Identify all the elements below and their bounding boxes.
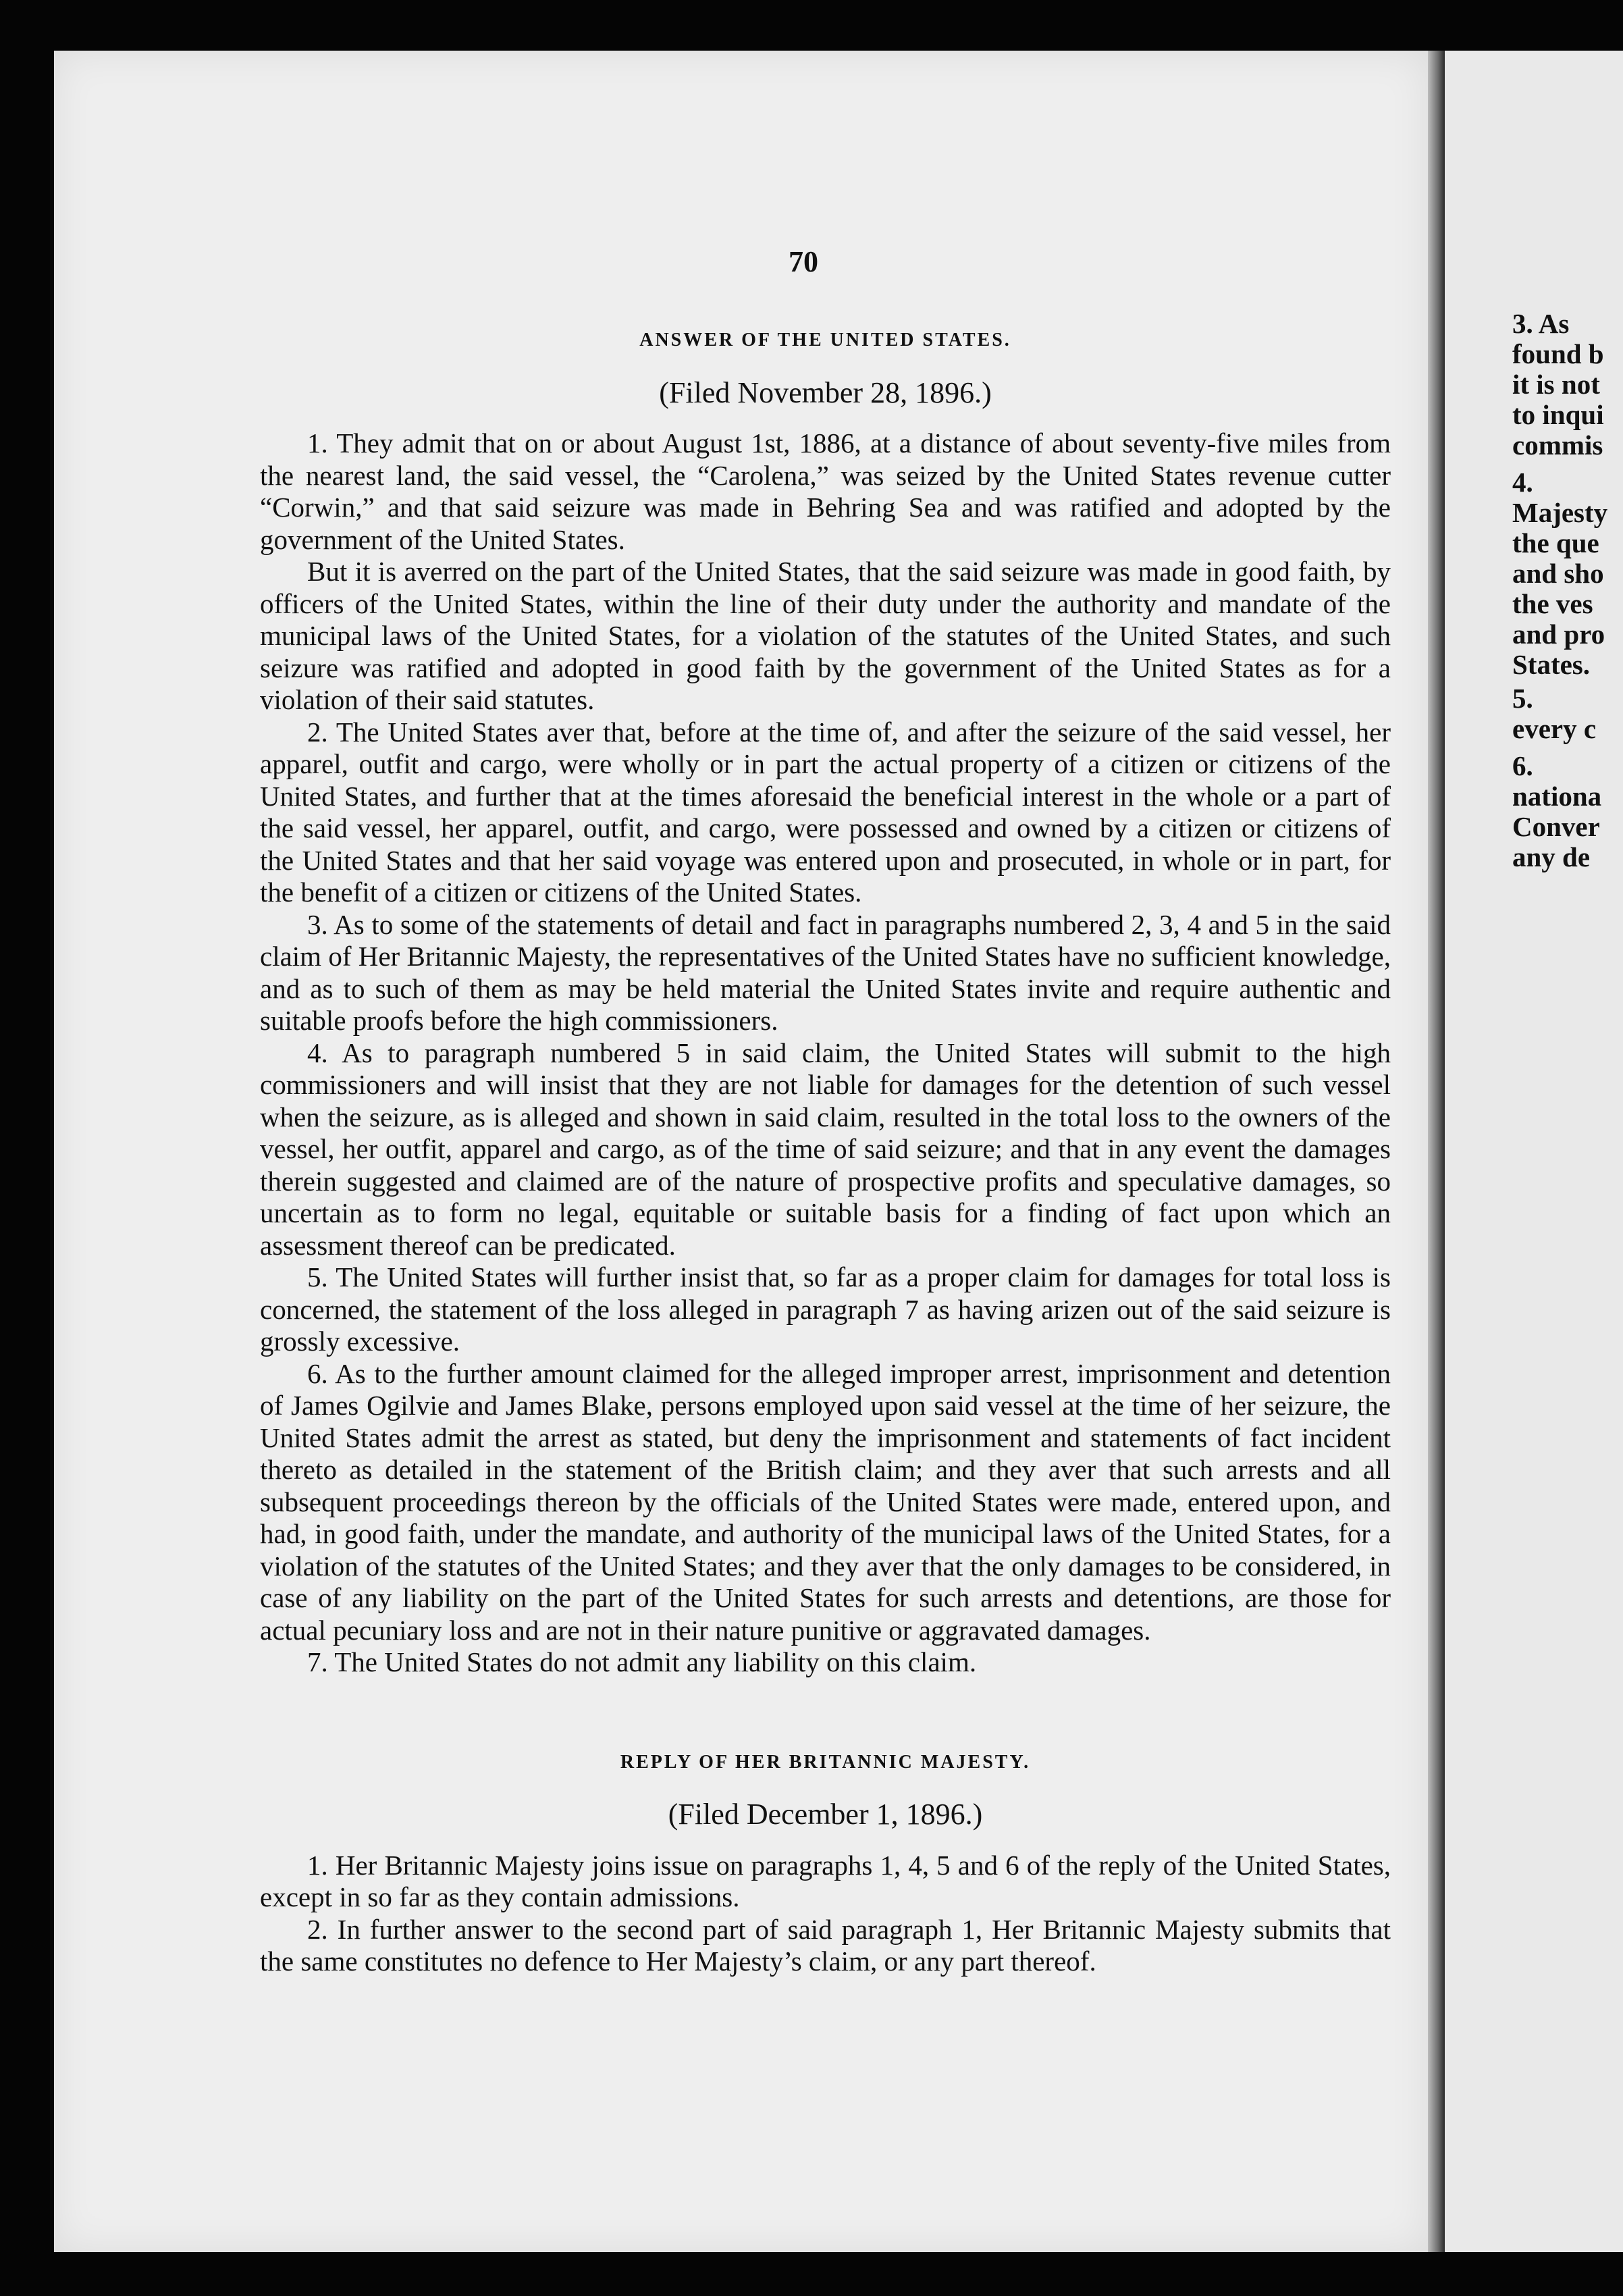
facing-line: Majesty — [1512, 497, 1608, 528]
facing-line: 6. — [1512, 750, 1533, 781]
facing-line: every c — [1512, 713, 1597, 744]
facing-line: 5. — [1512, 683, 1533, 714]
answer-filed-date: (Filed November 28, 1896.) — [659, 375, 992, 409]
reply-heading: REPLY OF HER BRITANNIC MAJESTY. — [620, 1751, 1031, 1773]
reply-paragraph: 2. In further answer to the second part of said paragraph 1, Her Britannic Majesty submits that the same constitutes no defence to Her Majesty’s claim, or any part thereof. — [260, 1913, 1391, 1977]
facing-line: found b — [1512, 338, 1604, 369]
answer-paragraph: 3. As to some of the statements of detail and fact in paragraphs numbered 2, 3, 4 and 5 in the said claim of Her Britannic Majesty, the representatives of the United States have no sufficient knowledge, and as to such of them as may be held material the United States invite and require authentic and suitable proofs before the high commissioners. — [260, 908, 1391, 1036]
facing-line: the ves — [1512, 588, 1593, 619]
answer-paragraph: 5. The United States will further insist that, so far as a proper claim for damages for total loss is concerned, the statement of the loss alleged in paragraph 7 as having arizen out of the said seizure is grossly excessive. — [260, 1261, 1391, 1357]
answer-paragraph: 2. The United States aver that, before at the time of, and after the seizure of the said vessel, her apparel, outfit and cargo, were wholly or in part the actual property of a citizen or citizens of the United States, and further that at the times aforesaid the beneficial interest in the whole or a part of the said vessel, her apparel, outfit, and cargo, were possessed and owned by a citizen or citizens of the United States and that her said voyage was entered upon and prosecuted, in whole or in part, for the benefit of a citizen or citizens of the United States. — [260, 716, 1391, 908]
facing-line: it is not — [1512, 369, 1600, 400]
answer-paragraph: 4. As to paragraph numbered 5 in said claim, the United States will submit to the high commissioners and will insist that they are not liable for damages for the detention of such vessel when the seizure, as is alleged and shown in said claim, resulted in the total loss to the owners of the vessel, her outfit, apparel and cargo, as of the time of said seizure; and that in any event the damages therein suggested and claimed are of the nature of prospective profits and speculative damages, so uncertain as to form no legal, equitable or suitable basis for a finding of fact upon which an assessment thereof can be predicated. — [260, 1037, 1391, 1261]
section-gap — [260, 1679, 1391, 1719]
answer-paragraph: But it is averred on the part of the United States, that the said seizure was made in good faith, by officers of the United States, within the line of their duty under the authority and mandate of the municipal laws of the United States, for a violation of the statutes of the United States, and such seizure was ratified and adopted in good faith by the government of the United States as for a violation of their said statutes. — [260, 556, 1391, 715]
facing-line: 3. As — [1512, 308, 1570, 339]
facing-line: commis — [1512, 429, 1603, 461]
page-number: 70 — [789, 245, 818, 278]
facing-line: States. — [1512, 649, 1591, 680]
facing-line: any de — [1512, 841, 1591, 872]
facing-line: 4. — [1512, 467, 1533, 498]
facing-line: Conver — [1512, 811, 1600, 842]
facing-page-edge — [1445, 51, 1623, 2252]
facing-line: the que — [1512, 527, 1599, 558]
answer-paragraph: 1. They admit that on or about August 1st, 1886, at a distance of about seventy-five miles from the nearest land, the said vessel, the “Carolena,” was seized by the United States revenue cutter “Corwin,” and that said seizure was made in Behring Sea and was ratified and adopted by the government of the United States. — [260, 427, 1391, 555]
reply-paragraph: 1. Her Britannic Majesty joins issue on paragraphs 1, 4, 5 and 6 of the reply of the United States, except in so far as they contain admissions. — [260, 1849, 1391, 1912]
answer-paragraph: 7. The United States do not admit any liability on this claim. — [307, 1646, 977, 1677]
facing-line: and sho — [1512, 558, 1604, 589]
facing-line: nationa — [1512, 781, 1602, 812]
answer-heading: ANSWER OF THE UNITED STATES. — [639, 330, 1011, 350]
book-gutter — [1428, 51, 1445, 2252]
page-body — [260, 324, 1391, 1978]
answer-paragraph: 6. As to the further amount claimed for the alleged improper arrest, imprisonment and detention of James Ogilvie and James Blake, persons employed upon said vessel at the time of her seizure, the United States admit the arrest as stated, but deny the imprisonment and statements of fact incident thereto as detailed in the statement of the British claim; and they aver that such arrests and all subsequent proceedings thereon by the officials of the United States were made, entered upon, and had, in good faith, under the mandate, and authority of the municipal laws of the United States, for a violation of the statutes of the United States; and they aver that the only damages to be considered, in case of any liability on the part of the United States for such arrests and detentions, are those for actual pecuniary loss and are not in their nature punitive or aggravated damages. — [260, 1357, 1391, 1646]
facing-line: to inqui — [1512, 399, 1604, 430]
facing-line: and pro — [1512, 619, 1605, 650]
reply-filed-date: (Filed December 1, 1896.) — [668, 1798, 983, 1831]
